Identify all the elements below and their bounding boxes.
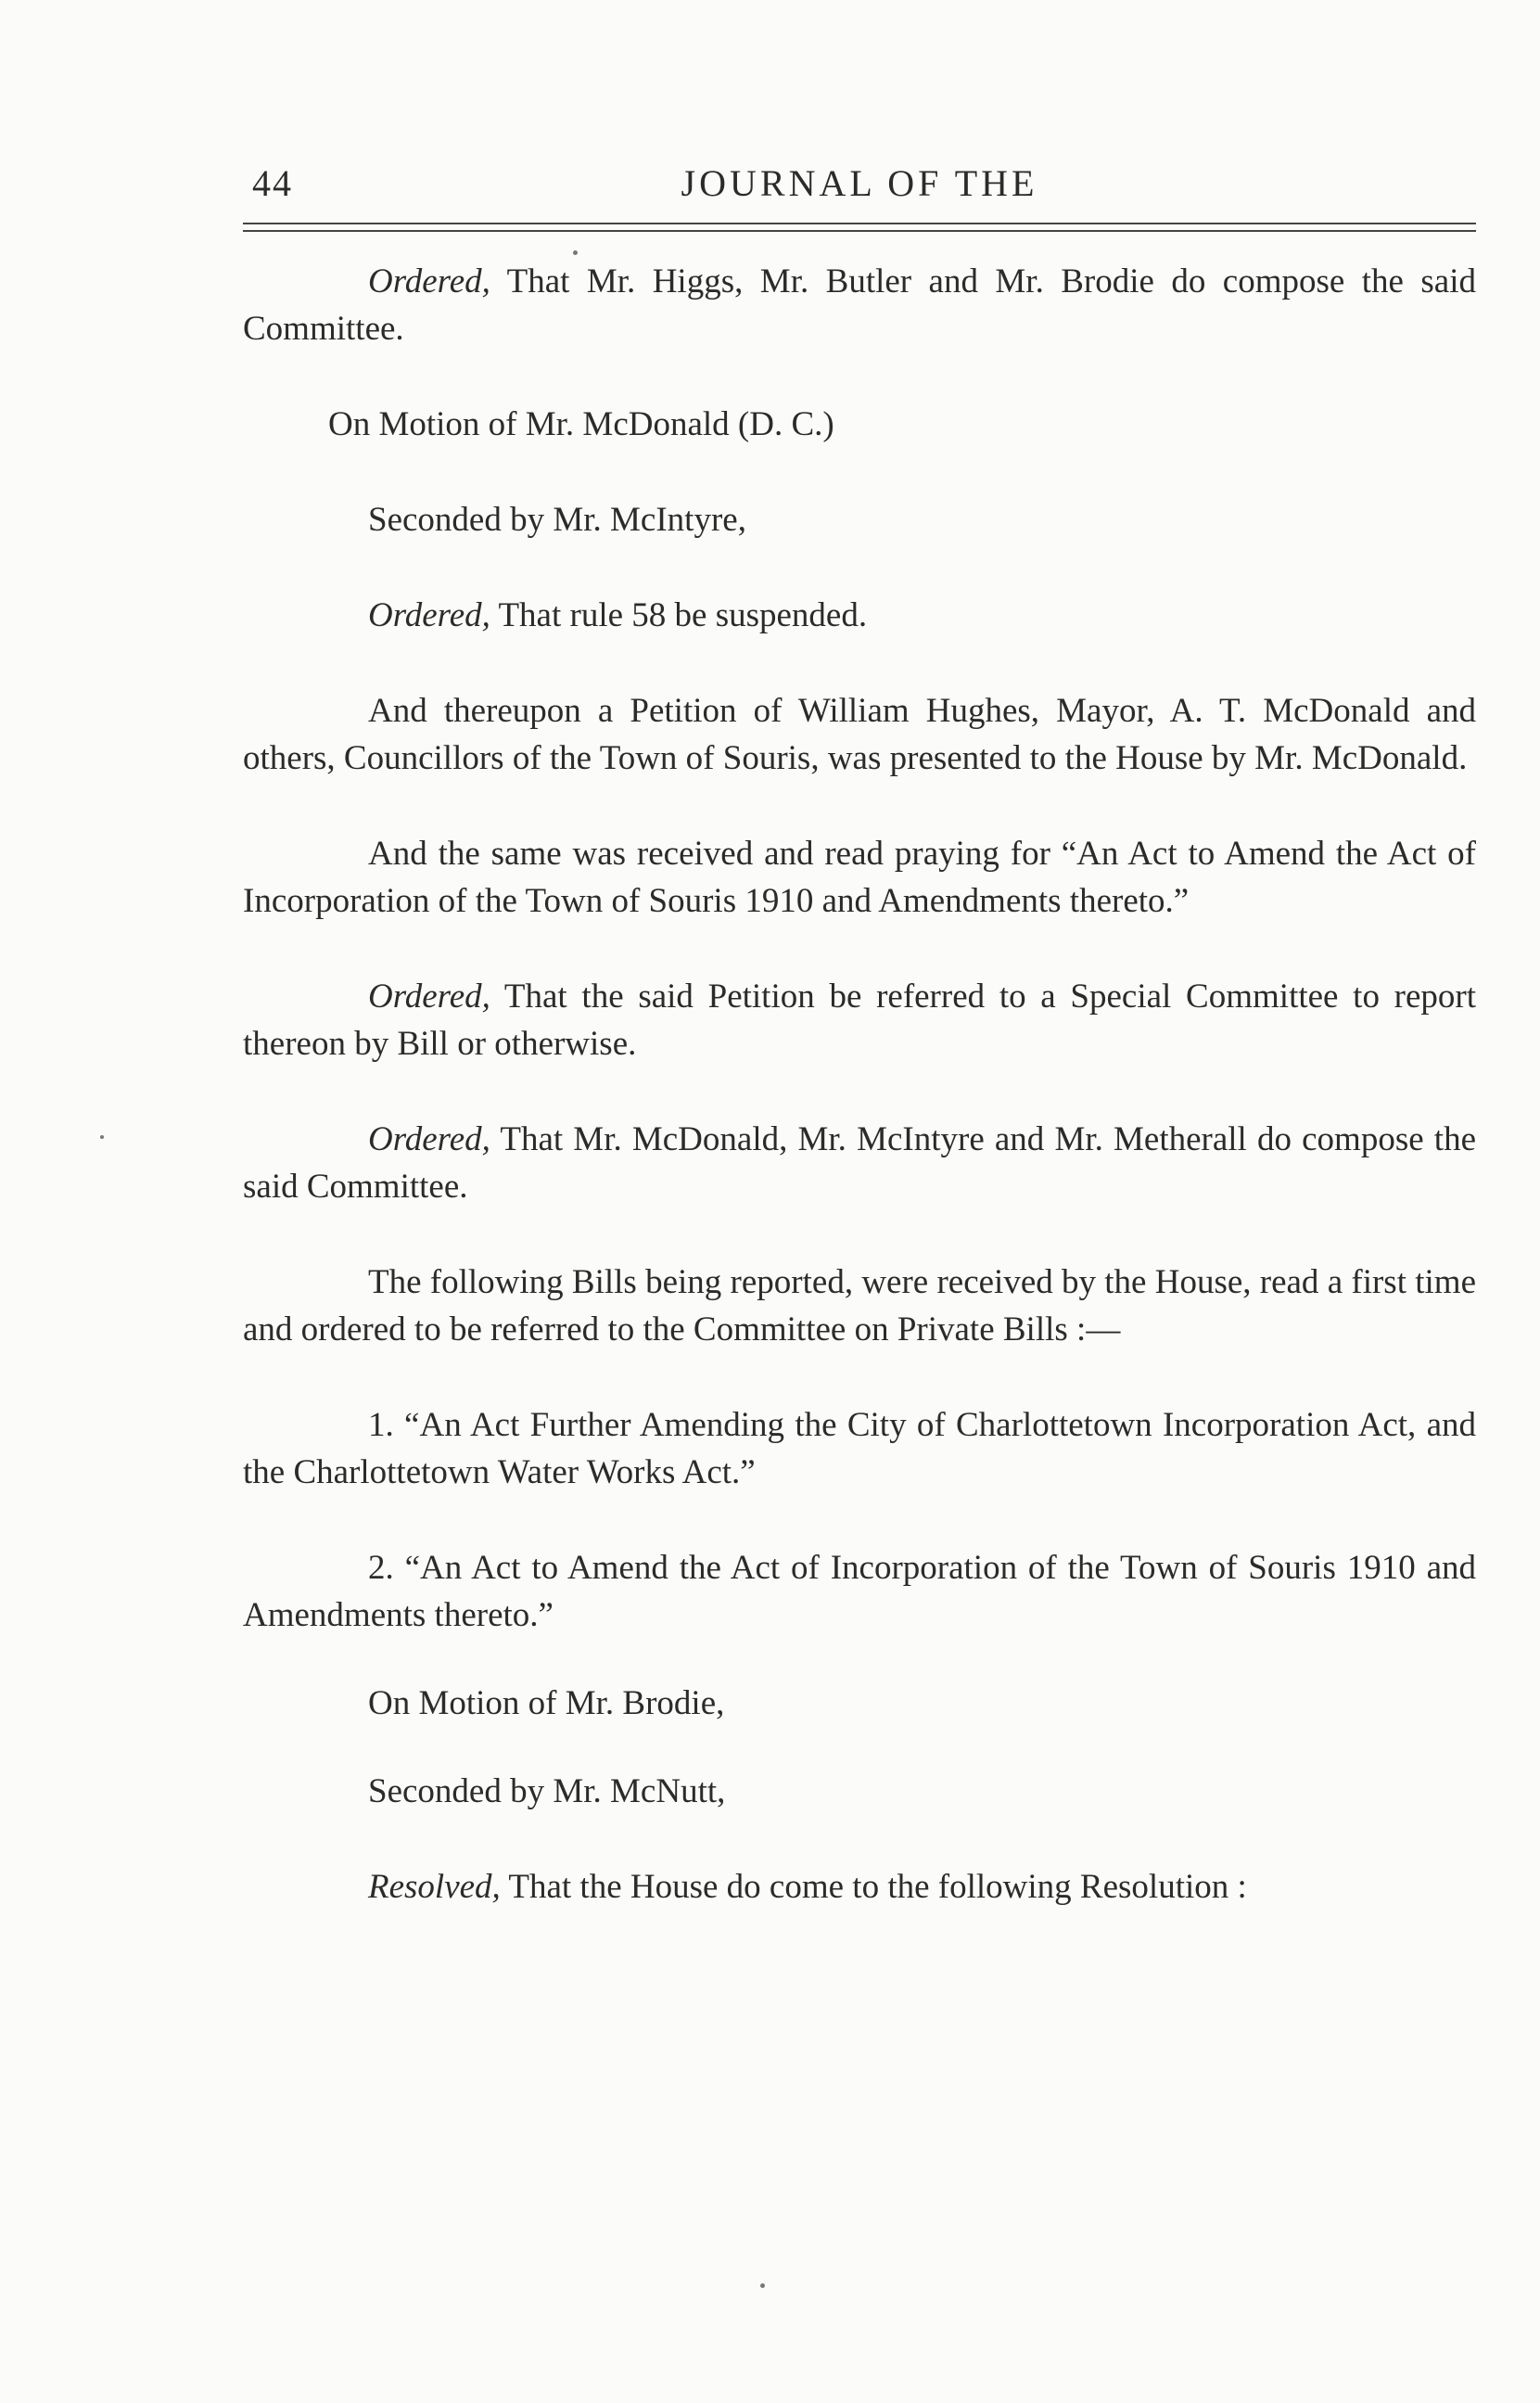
paragraph-text: That the House do come to the following Resolution : [500,1868,1247,1906]
paragraph-text: 2. “An Act to Amend the Act of Incorporation of the Town of Souris 1910 and Amendments thereto.” [243,1549,1476,1634]
paragraph-text: That rule 58 be suspended. [490,596,868,634]
paragraph-text: On Motion of Mr. McDonald (D. C.) [328,405,834,443]
paragraph-lead: Ordered, [368,1120,490,1158]
paragraph-petition [243,687,1476,782]
paragraph-text: Seconded by Mr. McIntyre, [368,501,746,539]
paragraph-bills-reported [243,1259,1476,1353]
paragraph-text: And the same was received and read praying for “An Act to Amend the Act of Incorporation of the Town of Souris 1910 and Amendments thereto.” [243,835,1476,920]
paragraph-text: That Mr. Higgs, Mr. Butler and Mr. Brodie do compose the said Committee. [243,262,1476,348]
journal-body [243,258,1476,1911]
paragraph-ordered-special-committee [243,973,1476,1067]
running-head: JOURNAL OF THE [681,162,1038,204]
paragraph-resolved [243,1863,1476,1911]
paragraph-text: 1. “An Act Further Amending the City of Charlottetown Incorporation Act, and the Charlottetown Water Works Act.” [243,1406,1476,1491]
paragraph-bill-1 [243,1401,1476,1496]
paragraph-ordered-committee-1 [243,258,1476,352]
paragraph-text: That Mr. McDonald, Mr. McIntyre and Mr. Metherall do compose the said Committee. [243,1120,1476,1206]
scan-speck [573,250,578,255]
paragraph-seconded-mcintyre [243,496,1476,543]
paragraph-motion-mcdonald [243,401,1476,448]
paragraph-lead: Ordered, [368,596,490,634]
paragraph-seconded-mcnutt [243,1768,1476,1815]
paragraph-petition-received [243,830,1476,925]
paragraph-bill-2 [243,1544,1476,1639]
scan-speck [100,1135,104,1139]
paragraph-lead: Resolved, [368,1868,501,1906]
paragraph-lead: Ordered, [368,262,490,300]
paragraph-text: That the said Petition be referred to a Special Committee to report thereon by Bill or otherwise. [243,978,1476,1063]
header-double-rule [243,223,1476,232]
paragraph-text: And thereupon a Petition of William Hughes, Mayor, A. T. McDonald and others, Councillors of the Town of Souris, was presented to the House by Mr. McDonald. [243,692,1476,777]
paragraph-motion-brodie [243,1680,1476,1727]
paragraph-text: On Motion of Mr. Brodie, [368,1684,725,1722]
paragraph-lead: Ordered, [368,978,490,1016]
paragraph-text: The following Bills being reported, were received by the House, read a first time and ordered to be referred to the Committee on Private Bills :— [243,1263,1476,1348]
page-header [243,148,1476,213]
page-number: 44 [252,162,293,204]
paragraph-ordered-committee-2 [243,1116,1476,1210]
scan-speck [760,2283,765,2288]
paragraph-text: Seconded by Mr. McNutt, [368,1772,726,1810]
journal-page [243,148,1476,2356]
paragraph-ordered-rule-58 [243,592,1476,639]
